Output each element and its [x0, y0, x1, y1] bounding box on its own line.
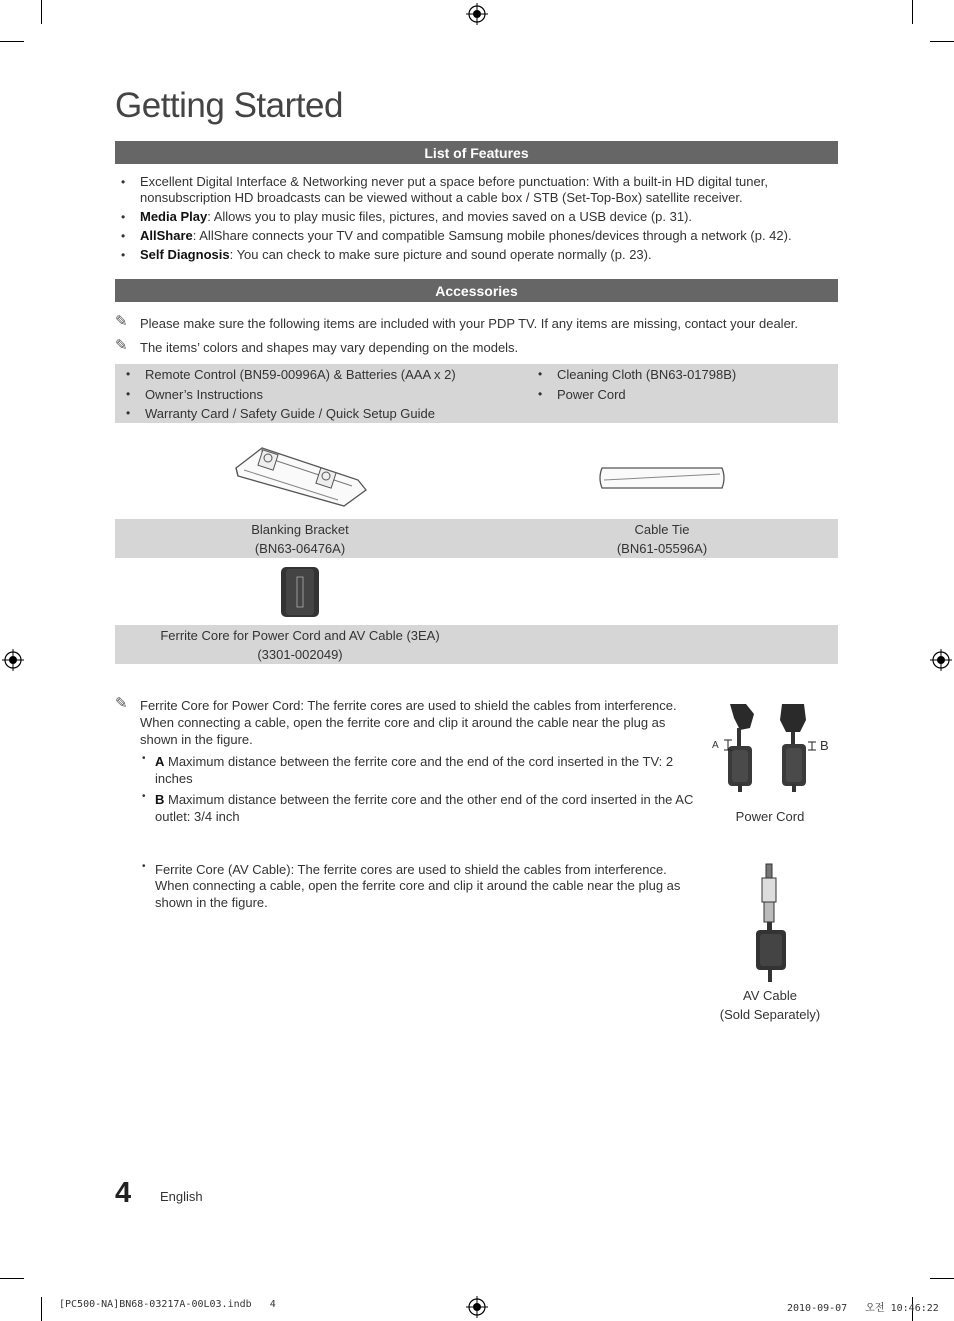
ferrite-note-line: When connecting a cable, open the ferrite core and clip it around the cable near the plug as [140, 715, 666, 730]
feature-item-1-line-2: nonsubscription HD broadcasts can be viewed without a cable box / STB (Set-Top-Box) satellite receiver. [140, 190, 743, 205]
cable-tie-caption [477, 520, 847, 558]
power-cord-figure [720, 700, 830, 792]
note-pencil-icon: ✎ [115, 695, 128, 712]
figure-label-a: A [712, 740, 719, 751]
crop-mark [912, 0, 913, 24]
distance-b-label: B [155, 792, 165, 807]
feature-text: : Allows you to play music files, pictures, and movies saved on a USB device (p. 31). [207, 209, 693, 224]
distance-a-line: Maximum distance between the ferrite core and the end of the cord inserted in the TV: 2 [164, 754, 674, 769]
figure-label-b: B [820, 738, 829, 753]
accessory-item: Remote Control (BN59-00996A) & Batteries (AAA x 2) [145, 367, 456, 382]
blanking-bracket-image [232, 440, 372, 510]
av-cable-name: AV Cable [743, 988, 797, 1003]
feature-term: AllShare [140, 228, 193, 243]
footer-file-name: [PC500-NA]BN68-03217A-00L03.indb 4 [59, 1299, 276, 1310]
page-language: English [160, 1189, 203, 1204]
feature-text: : AllShare connects your TV and compatible Samsung mobile phones/devices through a network (p. 42). [192, 228, 792, 243]
distance-b-text [155, 791, 693, 808]
accessory-item: Owner’s Instructions [145, 387, 264, 402]
bullet-icon: • [121, 248, 126, 262]
bullet-icon: • [538, 367, 543, 381]
distance-a-text [155, 753, 673, 770]
distance-b-line-2: outlet: 3/4 inch [155, 809, 240, 824]
av-cable-caption [700, 986, 840, 1024]
bullet-icon: • [142, 753, 146, 764]
crop-mark [930, 41, 954, 42]
bullet-icon: • [142, 861, 146, 872]
features-heading: List of Features [115, 141, 838, 164]
item-code: (BN61-05596A) [616, 541, 708, 556]
av-note-line: Ferrite Core (AV Cable): The ferrite cores are used to shield the cables from interference. [155, 862, 667, 877]
crop-mark [930, 1278, 954, 1279]
av-note-line: shown in the figure. [155, 895, 268, 910]
accessory-item: Warranty Card / Safety Guide / Quick Setup Guide [145, 406, 435, 421]
item-code: (3301-002049) [257, 647, 343, 662]
accessory-item: Power Cord [557, 387, 626, 402]
feature-item-4 [140, 246, 652, 263]
registration-mark-icon [2, 649, 24, 671]
registration-mark-icon [466, 3, 488, 25]
accessories-note-1: Please make sure the following items are included with your PDP TV. If any items are missing, contact your dealer. [140, 316, 799, 331]
page-title: Getting Started [115, 86, 343, 125]
av-note-line: When connecting a cable, open the ferrite core and clip it around the cable near the plug as [155, 878, 681, 893]
note-pencil-icon: ✎ [115, 313, 128, 330]
registration-mark-icon [930, 649, 952, 671]
page-number: 4 [115, 1177, 132, 1209]
crop-mark [41, 1297, 42, 1321]
feature-item-3 [140, 227, 792, 244]
crop-mark [0, 41, 24, 42]
av-cable-figure [750, 862, 792, 984]
crop-mark [41, 0, 42, 24]
feature-text: : You can check to make sure picture and sound operate normally (p. 23). [229, 247, 652, 262]
bullet-icon: • [121, 229, 126, 243]
note-pencil-icon: ✎ [115, 337, 128, 354]
feature-term: Media Play [140, 209, 208, 224]
cable-tie-image [596, 464, 728, 492]
ferrite-core-image [280, 565, 320, 619]
feature-item-2 [140, 208, 692, 225]
av-cable-note: (Sold Separately) [719, 1007, 821, 1022]
bullet-icon: • [538, 387, 543, 401]
distance-a-line-2: inches [155, 771, 193, 786]
power-cord-caption: Power Cord [735, 809, 805, 824]
footer-timestamp: 2010-09-07 오전 10:46:22 [787, 1303, 939, 1314]
feature-term: Self Diagnosis [140, 247, 230, 262]
registration-mark-icon [466, 1296, 488, 1318]
blanking-bracket-caption [115, 520, 485, 558]
bullet-icon: • [126, 367, 131, 381]
accessories-note-2: The items’ colors and shapes may vary depending on the models. [140, 340, 519, 355]
distance-a-label: A [155, 754, 165, 769]
bullet-icon: • [121, 175, 126, 189]
ferrite-note-line: Ferrite Core for Power Cord: The ferrite cores are used to shield the cables from interference. [140, 698, 677, 713]
feature-item-1-line-1: Excellent Digital Interface & Networking never put a space before punctuation: With a built-in HD digital tuner, [140, 174, 768, 189]
accessories-heading: Accessories [115, 279, 838, 302]
bullet-icon: • [126, 387, 131, 401]
item-name: Cable Tie [634, 522, 690, 537]
ferrite-note-line: shown in the figure. [140, 732, 253, 747]
item-name: Blanking Bracket [251, 522, 349, 537]
bullet-icon: • [142, 791, 146, 802]
crop-mark [0, 1278, 24, 1279]
distance-b-line: Maximum distance between the ferrite core and the other end of the cord inserted in the AC [164, 792, 694, 807]
item-code: (BN63-06476A) [254, 541, 346, 556]
bullet-icon: • [126, 406, 131, 420]
ferrite-core-caption [115, 626, 485, 664]
accessory-item: Cleaning Cloth (BN63-01798B) [557, 367, 737, 382]
item-name: Ferrite Core for Power Cord and AV Cable (3EA) [160, 628, 440, 643]
bullet-icon: • [121, 210, 126, 224]
